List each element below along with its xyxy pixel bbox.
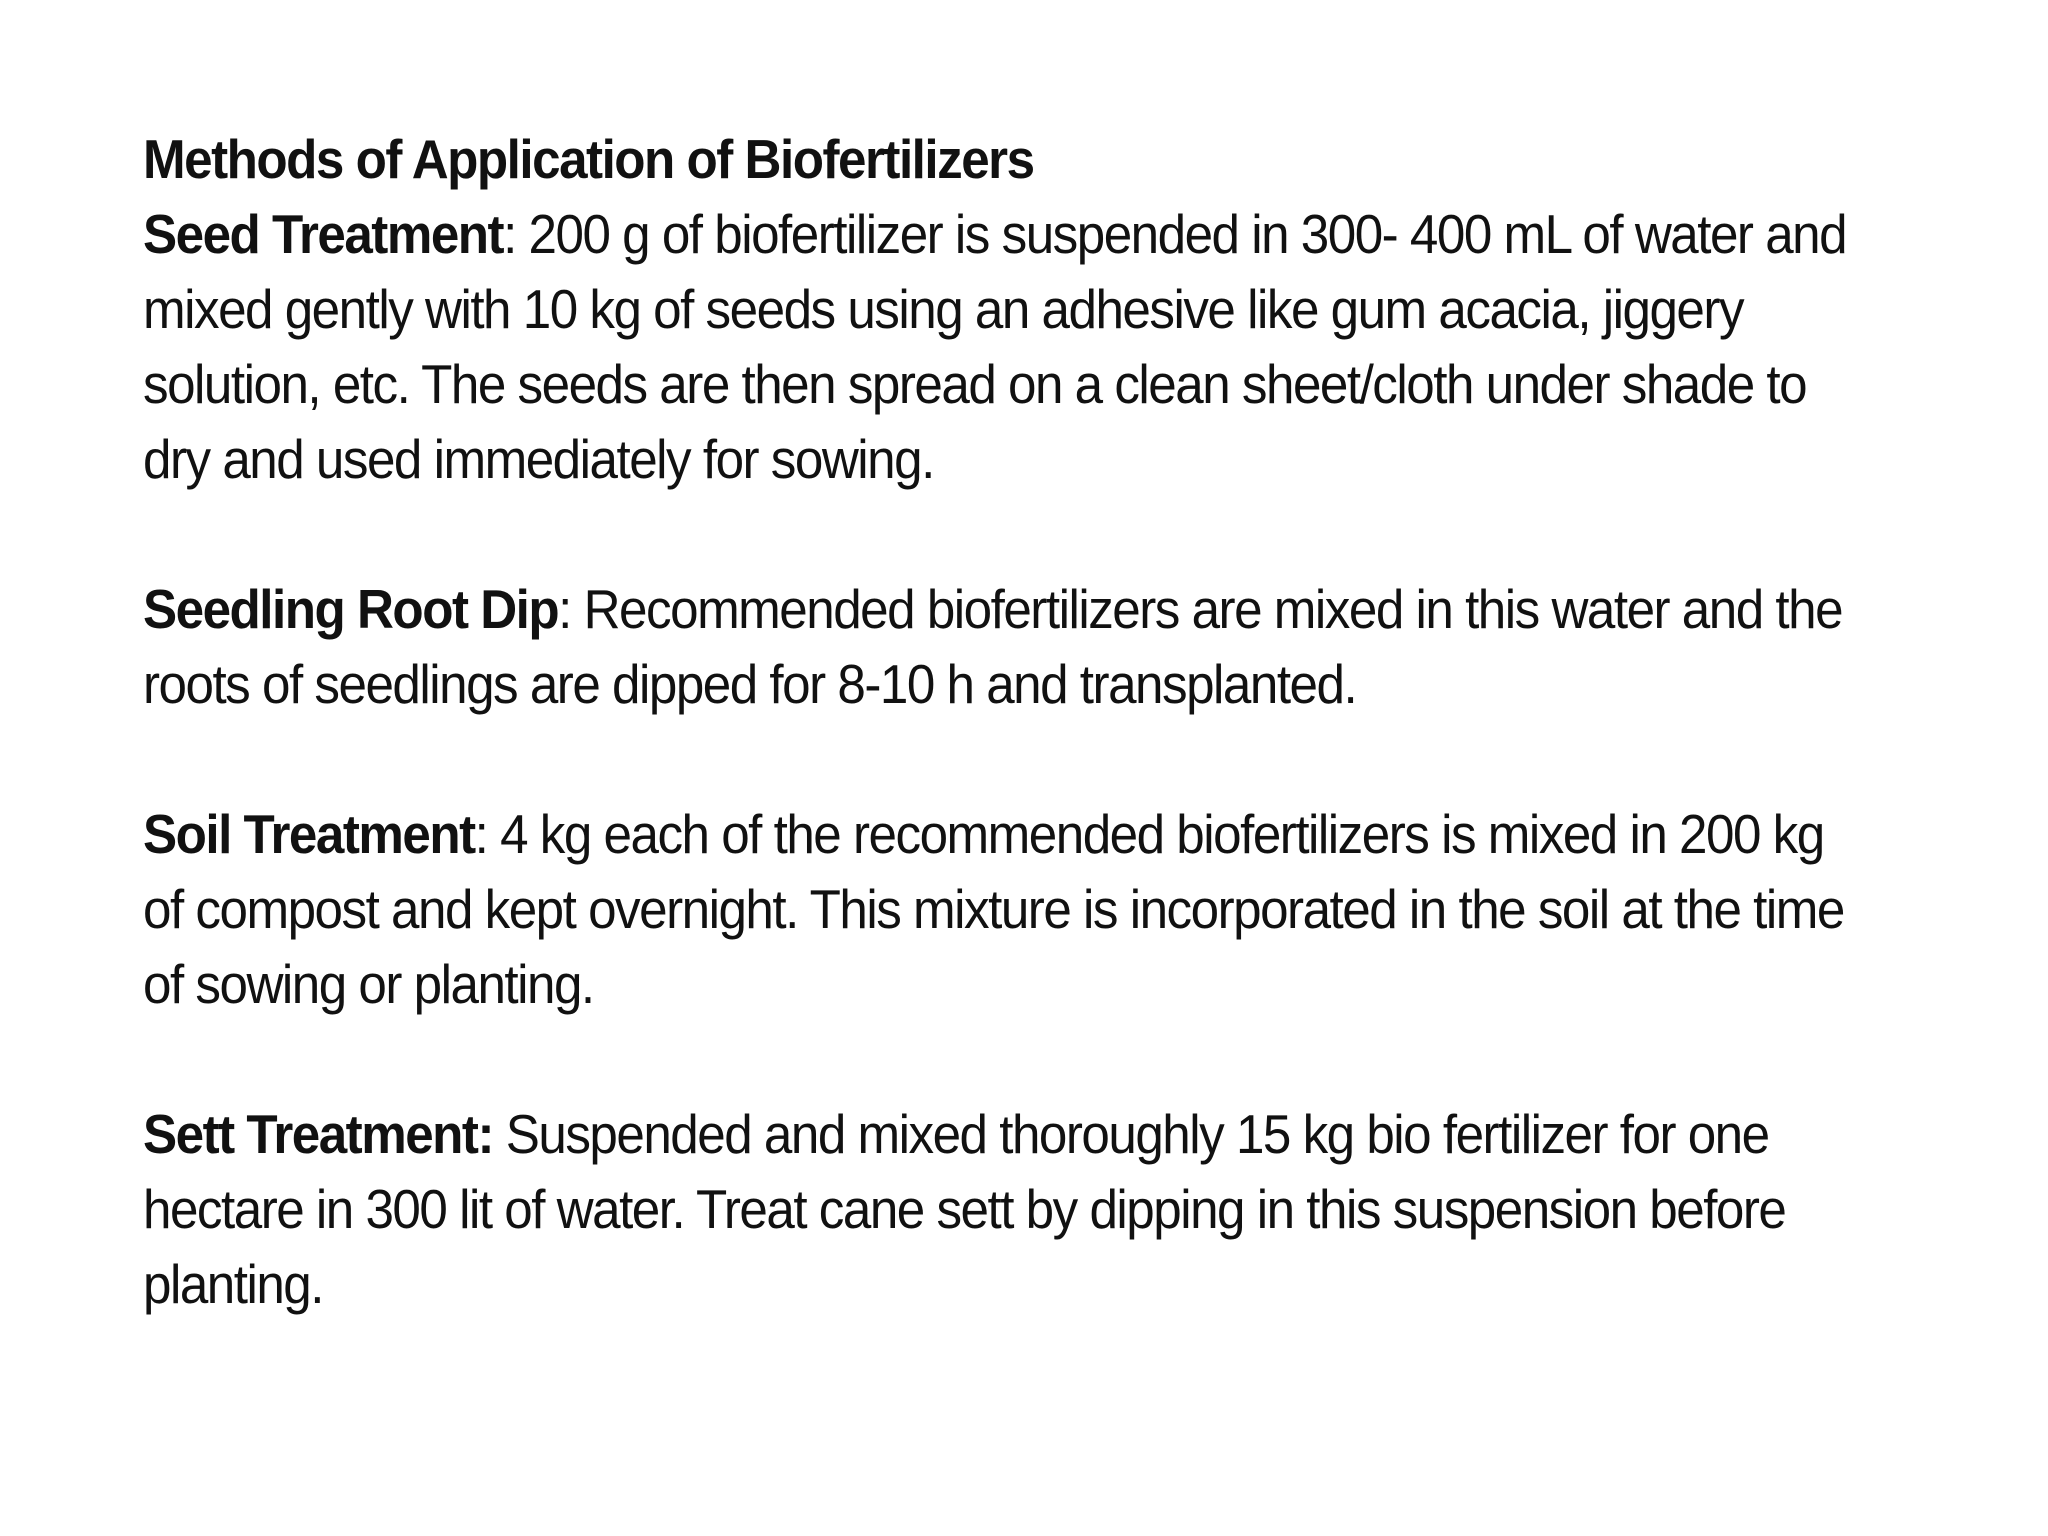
section-separator: : [474,803,488,865]
paragraph-spacer [143,722,1854,797]
section-seed-treatment [143,197,1854,497]
paragraph-spacer [143,1022,1854,1097]
section-term: Seedling Root Dip [143,578,559,640]
section-seedling-root-dip [143,572,1854,722]
section-text: 4 kg each of the recommended biofertilizers is mixed in 200 kg of compost and kept overnight. This mixture is incorporated in the soil at the time of sowing or planting. [143,803,1844,1015]
section-term: Sett Treatment: [143,1103,494,1165]
section-sett-treatment [143,1097,1854,1322]
paragraph-spacer [143,497,1854,572]
section-term: Soil Treatment [143,803,475,865]
section-separator: : [558,578,571,640]
page-title: Methods of Application of Biofertilizers [143,128,1034,190]
section-text: Recommended biofertilizers are mixed in this water and the roots of seedlings are dipped for 8-10 h and transplanted. [143,578,1843,715]
section-term: Seed Treatment [143,203,504,265]
section-soil-treatment [143,797,1854,1022]
section-text: Suspended and mixed thoroughly 15 kg bio fertilizer for one hectare in 300 lit of water. Treat cane sett by dipping in this suspension before planting. [143,1103,1786,1315]
section-separator: : [503,203,516,265]
section-text: 200 g of biofertilizer is suspended in 300- 400 mL of water and mixed gently with 10 kg of seeds using an adhesive like gum acacia, jiggery solution, etc. The seeds are then spread on a clean sheet/cloth under shade to dry and used immediately for sowing. [143,203,1847,490]
slide-content [143,122,1854,1322]
